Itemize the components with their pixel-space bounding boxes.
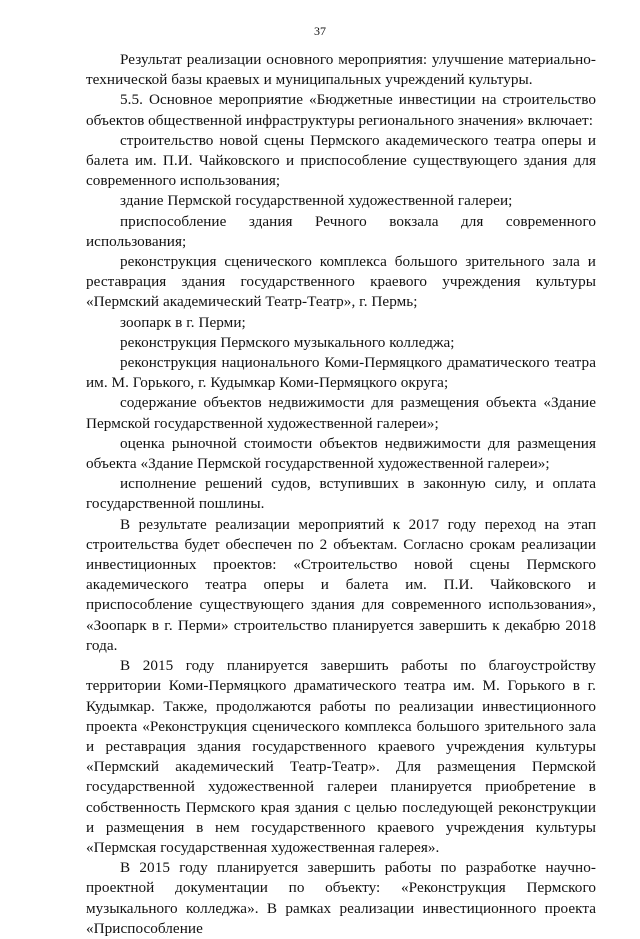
paragraph-2015-music-college: В 2015 году планируется завершить работы по разработке научно-проектной документации по объекту: «Реконструкция Пермского музыкального колледжа». В рамках реализации инвестиционного проекта «Приспособление xyxy=(86,859,596,937)
list-item-river-station: приспособление здания Речного вокзала для современного использования; xyxy=(86,212,596,250)
list-item-music-college: реконструкция Пермского музыкального колледжа; xyxy=(120,333,455,351)
list-item-gallery-valuation: оценка рыночной стоимости объектов недвижимости для размещения объекта «Здание Пермской государственной художественной галереи»; xyxy=(86,434,596,473)
paragraph-result-summary: Результат реализации основного мероприятия: улучшение материально-технической базы краевых и муниципальных учреждений культуры. xyxy=(86,51,596,89)
list-item-komi-permyak-theatre: реконструкция национального Коми-Пермяцкого драматического театра им. М. Горького, г. Кудымкар Коми-Пермяцкого округа; xyxy=(86,354,596,392)
document-body xyxy=(86,50,596,939)
list-item-art-gallery: здание Пермской государственной художественной галереи; xyxy=(120,192,513,210)
list-item-teatr-teatr: реконструкция сценического комплекса большого зрительного зала и реставрация здания государственного краевого учреждения культуры «Пермский академический Театр-Театр», г. Пермь; xyxy=(86,253,596,311)
list-item-zoo: зоопарк в г. Перми; xyxy=(120,313,246,331)
list-item-court-decisions: исполнение решений судов, вступивших в законную силу, и оплата государственной пошлины. xyxy=(86,475,596,513)
paragraph-2015-kudymkar: В 2015 году планируется завершить работы по благоустройству территории Коми-Пермяцкого драматического театра им. М. Горького в г. Кудымкар. Также, продолжаются работы по реализации инвестиционного проекта «Реконструкция сценического комплекса большого зрительного зала и реставрация здания государственного краевого учреждения культуры «Пермский академический Театр-Театр». Для размещения Пермской государственной художественной галереи планируется приобретение в собственность Пермского края здания с целью последующей реконструкции и размещения в нем государственного краевого учреждения культуры «Пермская государственная художественная галерея». xyxy=(86,657,596,856)
page-number: 37 xyxy=(314,24,326,38)
list-item-opera-theatre: строительство новой сцены Пермского академического театра оперы и балета им. П.И. Чайковского и приспособление существующего здания для современного использования; xyxy=(86,131,596,190)
paragraph-section-5-5: 5.5. Основное мероприятие «Бюджетные инвестиции на строительство объектов общественной инфраструктуры регионального значения» включает: xyxy=(86,91,596,129)
paragraph-2017-results: В результате реализации мероприятий к 2017 году переход на этап строительства будет обеспечен по 2 объектам. Согласно срокам реализации инвестиционных проектов: «Строительство новой сцены Пермского академического театра оперы и балета им. П.И. Чайковского и приспособление существующего здания для современного использования», «Зоопарк в г. Перми» строительство планируется завершить к декабрю 2018 года. xyxy=(86,515,596,654)
list-item-gallery-maintenance: содержание объектов недвижимости для размещения объекта «Здание Пермской государственной художественной галереи»; xyxy=(86,394,596,432)
